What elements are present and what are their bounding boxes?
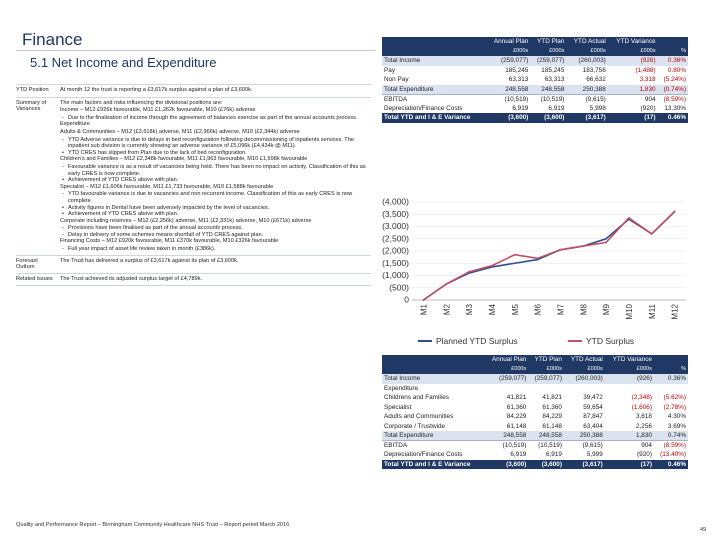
table-cell: 0.46% — [654, 460, 688, 470]
y-tick-label: 0 — [404, 294, 409, 305]
header-cell: £000s — [605, 365, 654, 375]
header-cell: % — [658, 47, 688, 57]
legend-label: Planned YTD Surplus — [436, 336, 518, 346]
x-tick-label: M12 — [670, 304, 680, 320]
table-row — [382, 75, 688, 85]
header-cell: Annual Plan — [485, 355, 529, 365]
data-point — [651, 233, 653, 235]
data-point — [514, 262, 516, 264]
legend-label: YTD Surplus — [586, 336, 635, 346]
table-header-row — [382, 355, 688, 365]
paragraph: At month 12 the trust is reporting a £3,617k surplus against a plan of £3,600k. — [60, 87, 253, 93]
table-cell — [485, 384, 529, 394]
table-cell: 84,229 — [542, 413, 562, 421]
table-cell: Depreciation/Finance Costs — [384, 104, 463, 112]
paragraph: Corporate including reserves – M12 (£2,256k) adverse, M11 (£2,331k) adverse, M10 (£671k) adverse — [60, 217, 312, 224]
table-cell: 904 — [608, 94, 658, 104]
table-cell: (5.24%) — [663, 76, 686, 84]
table-cell: 0.36% — [654, 374, 688, 384]
data-point — [628, 217, 630, 219]
header-cell: % — [654, 365, 688, 375]
table-cell: 248,558 — [530, 85, 566, 95]
divisional-table — [382, 355, 688, 469]
table-cell: 3.69% — [667, 422, 686, 430]
table-cell: 0.80% — [667, 66, 686, 74]
table-row — [382, 104, 688, 114]
row-label: Related issues — [16, 275, 53, 282]
table-cell: 5,999 — [586, 451, 603, 459]
table-cell: 250,388 — [564, 431, 605, 441]
header-cell — [382, 365, 485, 375]
header-cell — [382, 37, 486, 47]
header-cell: £000s — [530, 47, 566, 57]
header-cell: YTD Actual — [564, 355, 605, 365]
table-cell: 0.36% — [658, 56, 688, 66]
paragraph: Expenditure — [60, 121, 90, 128]
y-tick-label: (3,500) — [382, 208, 409, 219]
table-cell: 61,148 — [542, 422, 562, 430]
data-point — [674, 210, 676, 212]
commentary-row — [16, 97, 371, 255]
row-label: Forecast Outturn — [16, 257, 38, 271]
table-cell: Total YTD and I & E Variance — [382, 113, 486, 123]
table-cell: 185,245 — [541, 66, 565, 74]
row-label: Summary of Variances — [16, 99, 47, 113]
table-cell: (259,077) — [528, 374, 564, 384]
table-cell: 904 — [605, 441, 654, 451]
table-cell: (3,600) — [485, 460, 529, 470]
data-point — [582, 245, 584, 247]
table-cell: 6,919 — [545, 451, 562, 459]
table-cell: 6,919 — [548, 104, 565, 112]
table-cell: (3,617) — [566, 113, 607, 123]
table-cell: 61,360 — [506, 403, 527, 411]
table-row — [382, 85, 688, 95]
table-cell: 39,472 — [583, 394, 603, 402]
table-cell: Total Expenditure — [382, 431, 485, 441]
table-cell: 4.30% — [667, 413, 686, 421]
table-cell: 3,618 — [635, 413, 652, 421]
footer-text: Quality and Performance Report – Birmingham Community Healthcare NHS Trust – Report period March 2016 — [16, 522, 290, 528]
bullet-item: - Provisions have been finalised as part of the annual accounts process. — [60, 225, 371, 232]
bullet-item: • Achievement of YTD CRES above with plan. — [60, 211, 371, 218]
table-row — [382, 460, 688, 470]
x-tick-label: M8 — [579, 304, 589, 316]
header-cell — [658, 37, 688, 47]
header-cell: £000s — [566, 47, 607, 57]
table-header-row — [382, 365, 688, 375]
table-cell: Total Expenditure — [382, 85, 486, 95]
data-point — [468, 271, 470, 273]
table-cell: 41,821 — [506, 394, 527, 402]
table-cell: 63,313 — [508, 76, 529, 84]
table-cell: (260,003) — [564, 374, 605, 384]
table-cell: 6,919 — [510, 451, 527, 459]
table-cell: 59,654 — [583, 403, 603, 411]
commentary-row — [16, 255, 371, 273]
header-cell: £000s — [486, 47, 530, 57]
header-cell: YTD Plan — [530, 37, 566, 47]
header-cell — [654, 355, 688, 365]
table-cell: 3,318 — [639, 76, 656, 84]
paragraph: The Trust has delivered a surplus of £3,617k against its plan of £3,600k. — [60, 257, 239, 264]
y-tick-label: (4,000) — [382, 196, 409, 207]
table-cell: (259,077) — [485, 374, 529, 384]
y-tick-label: (1,500) — [382, 257, 409, 268]
paragraph: Children’s and Families – M12 £2,348k favourable, M11 £1,963 favourable, M10 £1,698k favourable — [60, 156, 308, 163]
table-cell: (10,519) — [485, 441, 529, 451]
bullet-item: - Delay in delivery of some schemes means shortfall of YTD CRES against plan. — [60, 232, 371, 239]
data-point — [445, 283, 447, 285]
x-tick-label: M9 — [602, 304, 612, 316]
row-label: YTD Position — [16, 87, 49, 93]
table-cell: Total Income — [382, 56, 486, 66]
y-tick-label: (2,000) — [382, 245, 409, 256]
table-cell: 0.74% — [654, 431, 688, 441]
row-content — [60, 276, 371, 284]
data-point — [560, 249, 562, 251]
paragraph: The Trust achieved its adjusted surplus target of £4,789k. — [60, 275, 203, 282]
table-cell: EBITDA — [382, 94, 486, 104]
table-cell — [528, 384, 564, 394]
table-row — [382, 94, 688, 104]
x-tick-label: M1 — [419, 304, 429, 316]
table-cell: (10,519) — [530, 94, 566, 104]
header-cell: YTD Variance — [608, 37, 658, 47]
table-cell: 0.46% — [658, 113, 688, 123]
data-point — [605, 238, 607, 240]
table-cell: 248,558 — [486, 85, 530, 95]
paragraph: Adults & Communities – M12 (£3,618k) adverse, M11 (£2,966k) adverse, M10 (£2,344k) adverse — [60, 128, 300, 135]
table-cell: (3,600) — [486, 113, 530, 123]
bullet-item: • Achievement of YTD CRES above with plan. — [60, 177, 371, 184]
table-cell: Pay — [384, 66, 396, 74]
x-tick-label: M11 — [647, 304, 657, 319]
table-cell: 1,830 — [608, 85, 658, 95]
table-cell: (926) — [605, 374, 654, 384]
table-cell: Depreciation/Finance Costs — [384, 451, 463, 459]
data-point — [514, 254, 516, 256]
row-content — [60, 87, 371, 95]
table-cell: 66,632 — [586, 76, 606, 84]
data-point — [491, 265, 493, 267]
table-row — [382, 431, 688, 441]
header-cell: YTD Plan — [528, 355, 564, 365]
header-cell: YTD Variance — [605, 355, 654, 365]
table-cell: Total YTD and I & E Variance — [382, 460, 485, 470]
y-tick-label: (500) — [389, 282, 409, 293]
bullet-item: • YTD CRES has slipped from Plan due to the lack of bed reconfiguration. — [60, 150, 371, 157]
table-cell: (0.74%) — [658, 85, 688, 95]
paragraph: Specialist – M12 £1,606k favourable, M11 £1,733 favourable, M10 £1,588k favourable — [60, 183, 274, 190]
header-cell: YTD Actual — [566, 37, 607, 47]
y-tick-label: (2,500) — [382, 233, 409, 244]
table-cell: 2,256 — [635, 422, 652, 430]
table-row — [382, 403, 688, 413]
table-row — [382, 450, 688, 460]
table-cell: (17) — [608, 113, 658, 123]
table-cell: Corporate / Trustwide — [384, 422, 446, 430]
table-cell: (17) — [605, 460, 654, 470]
surplus-chart — [378, 196, 694, 346]
table-cell: (3,600) — [528, 460, 564, 470]
table-cell — [605, 384, 654, 394]
row-content — [60, 258, 371, 271]
x-tick-label: M4 — [487, 304, 497, 316]
x-tick-label: M10 — [624, 304, 634, 320]
data-point — [423, 299, 425, 301]
table-cell: 248,558 — [528, 431, 564, 441]
x-tick-label: M2 — [442, 304, 452, 316]
commentary-table — [16, 84, 371, 286]
table-cell: (2.78%) — [663, 403, 686, 411]
table-cell: Non Pay — [384, 76, 409, 84]
commentary-row — [16, 84, 371, 97]
data-point — [537, 257, 539, 259]
table-row — [382, 113, 688, 123]
table-cell: (3,617) — [564, 460, 605, 470]
table-cell: 63,404 — [583, 422, 603, 430]
table-header-row — [382, 47, 688, 57]
table-cell: (926) — [608, 56, 658, 66]
table-cell: Specialist — [384, 403, 412, 411]
table-cell: (260,003) — [566, 56, 607, 66]
table-row — [382, 393, 688, 403]
table-cell: (920) — [640, 104, 656, 112]
header-cell: £000s — [528, 365, 564, 375]
table-cell: (9,615) — [564, 441, 605, 451]
table-row — [382, 66, 688, 76]
table-cell: Childrens and Families — [384, 394, 449, 402]
table-cell: Total Income — [382, 374, 485, 384]
row-content — [60, 100, 371, 253]
table-cell: (1,606) — [631, 403, 652, 411]
table-row — [382, 422, 688, 432]
series-line — [423, 212, 674, 300]
table-cell: 185,245 — [505, 66, 529, 74]
x-tick-label: M3 — [465, 304, 475, 316]
table-cell: (13.40%) — [660, 451, 686, 459]
bullet-item: - Full year impact of asset life review taken in month (£386k). — [60, 246, 371, 253]
table-cell: Expenditure — [384, 384, 419, 392]
table-cell: 63,313 — [544, 76, 565, 84]
table-cell: (8.59%) — [658, 94, 688, 104]
x-tick-label: M7 — [556, 304, 566, 316]
table-cell: (2,348) — [631, 394, 652, 402]
bullet-item: - YTD Adverse variance is due to delays in bed reconfiguration following decommissioning of inpatients services. The inpatient sub division is currently showing an adverse variance of £5,096k (£4,434k @ M11). — [60, 137, 371, 150]
bullet-item: - YTD favourable variance is due to vacancies and non recurrent income. Classification of this as early CRES is now complete. — [60, 191, 371, 204]
table-cell: 41,821 — [542, 394, 562, 402]
table-cell: (259,077) — [530, 56, 566, 66]
table-cell: (10,519) — [528, 441, 564, 451]
table-cell: Adults and Communities — [384, 413, 454, 421]
data-point — [605, 242, 607, 244]
bullet-item: - Due to the finalisation of income through the agreement of balances exercise as part of the annual accounts process. — [60, 115, 371, 122]
paragraph: Income – M12 £926k favourable, M11 £1,262k favourable, M10 (£76k) adverse — [60, 107, 256, 114]
table-cell: (1,488) — [635, 66, 656, 74]
table-cell: 6,919 — [512, 104, 529, 112]
page-number: 49 — [700, 527, 707, 533]
table-cell: 13.30% — [664, 104, 686, 112]
table-cell: 84,229 — [506, 413, 527, 421]
header-cell — [382, 355, 485, 365]
table-row — [382, 412, 688, 422]
bullet-item: - Favourable variance is as a result of vacancies being held. There has been no impact on activity. Classification of this as early CRES is now complete. — [60, 164, 371, 177]
table-header-row — [382, 37, 688, 47]
page-title: Finance — [22, 30, 83, 49]
table-row — [382, 56, 688, 66]
header-cell: £000s — [485, 365, 529, 375]
table-cell: 183,756 — [582, 66, 606, 74]
paragraph: Financing Costs – M12 £920k favourable, M11 £370k favourable, M10 £326k favourable — [60, 238, 279, 245]
table-cell: 5,998 — [589, 104, 606, 112]
x-tick-label: M6 — [533, 304, 543, 316]
table-cell — [654, 384, 688, 394]
table-cell: (920) — [637, 451, 652, 459]
table-cell: 250,388 — [566, 85, 607, 95]
table-cell: (3,600) — [530, 113, 566, 123]
table-cell — [564, 384, 605, 394]
table-cell: (10,519) — [486, 94, 530, 104]
table-cell: (8.59%) — [654, 441, 688, 451]
divider — [16, 50, 376, 51]
y-tick-label: (3,000) — [382, 221, 409, 231]
header-cell — [382, 47, 486, 57]
table-cell: 87,847 — [583, 413, 603, 421]
header-cell: £000s — [608, 47, 658, 57]
table-cell: EBITDA — [382, 441, 485, 451]
y-tick-label: (1,000) — [382, 270, 409, 280]
table-row — [382, 441, 688, 451]
bullet-item: • Activity figures in Dental have been adversely impacted by the level of vacancies. — [60, 205, 371, 212]
table-cell: (5.62%) — [663, 394, 686, 402]
commentary-row — [16, 273, 371, 287]
income-expenditure-table — [382, 37, 688, 123]
table-cell: 61,360 — [542, 403, 562, 411]
table-row — [382, 374, 688, 384]
header-cell: Annual Plan — [486, 37, 530, 47]
paragraph: The main factors and risks influencing the divisional positions are: — [60, 99, 223, 106]
table-cell: (9,615) — [566, 94, 607, 104]
table-cell: 1,830 — [605, 431, 654, 441]
table-row — [382, 384, 688, 394]
header-cell: £000s — [564, 365, 605, 375]
table-cell: (259,077) — [486, 56, 530, 66]
section-title: 5.1 Net Income and Expenditure — [30, 55, 217, 70]
x-tick-label: M5 — [510, 304, 520, 316]
table-cell: 248,558 — [485, 431, 529, 441]
table-cell: 61,148 — [506, 422, 527, 430]
